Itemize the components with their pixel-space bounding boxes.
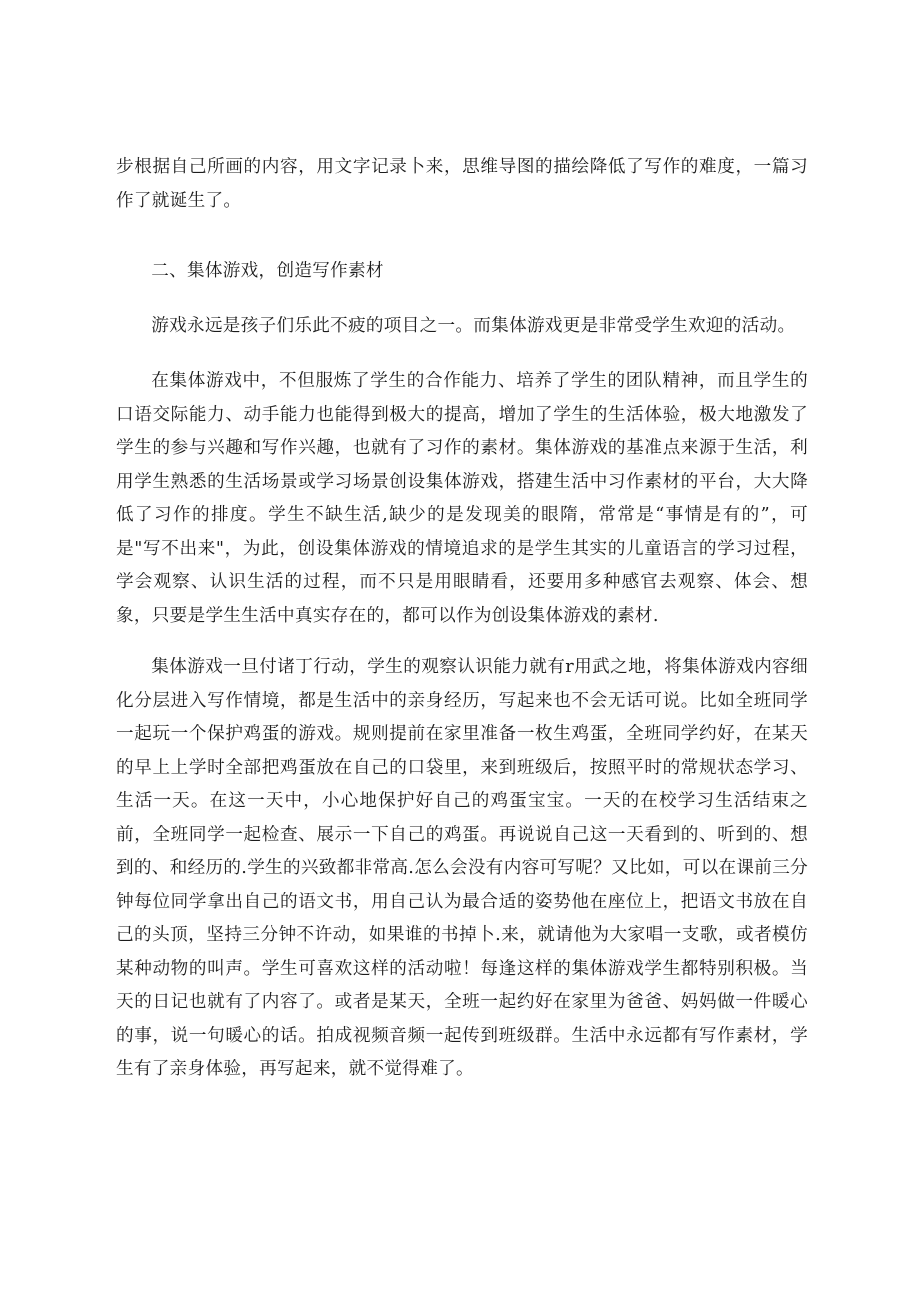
paragraph-text: 集体游戏一旦付诸丁行动，学生的观察认识能力就有r用武之地，将集体游戏内容细化分层进入写作情境，都是生活中的亲身经历，写起来也不会无话可说。比如全班同学一起玩一个保护鸡蛋的游戏。规则提前在家里准备一枚生鸡蛋，全班同学约好，在某天的早上上学时全部把鸡蛋放在自己的口袋里，来到班级后，按照平时的常规状态学习、生活一天。在这一天中，小心地保护好自己的鸡蛋宝宝。一天的在校学习生活结束之前，全班同学一起检查、展示一下自己的鸡蛋。再说说自己这一天看到的、听到的、想到的、和经历的.学生的兴致都非常高.怎么会没有内容可写呢？又比如，可以在课前三分钟每位同学拿出自己的语文书，用自己认为最合适的姿势他在座位上，把语文书放在自己的头顶，坚持三分钟不许动，如果谁的书掉卜.来，就请他为大家唱一支歌，或者模仿某种动物的叫声。学生可喜欢这样的活动啦！每逢这样的集体游戏学生都特别积极。当天的日记也就有了内容了。或者是某天，全班一起约好在家里为爸爸、妈妈做一件暖心的事，说一句暖心的话。拍成视频音频一起传到班级群。生活中永远都有写作素材，学生有了亲身体验，再写起来，就不觉得难了。 [116,657,808,1079]
paragraph-body [116,365,808,633]
paragraph-text: 在集体游戏中，不但服炼了学生的合作能力、培养了学生的团队精神，而且学生的口语交际能力、动手能力也能得到极大的提高，增加了学生的生活体验，极大地激发了学生的参与兴趣和写作兴趣，也就有了习作的素材。集体游戏的基准点来源于生活，利用学生熟悉的生活场景或学习场景创设集体游戏，搭建生活中习作素材的平台，大大降低了习作的排度。学生不缺生活,缺少的是发现美的眼隋，常常是“事情是有的”，可是"写不出来"，为此，创设集体游戏的情境追求的是学生其实的儿童语言的学习过程，学会观察、认识生活的过程，而不只是用眼睛看，还要用多种感官去观察、体会、想象，只要是学生生活中真实存在的，都可以作为创设集体游戏的素材. [116,371,808,626]
paragraph-example [116,651,808,1087]
paragraph-continuation [116,151,808,218]
paragraph-text: 游戏永远是孩子们乐此不疲的项目之一。而集体游戏更是非常受学生欢迎的活动。 [151,316,796,336]
section-heading-text: 二、集体游戏，创造写作素材 [151,261,384,281]
section-heading [116,255,808,289]
paragraph-intro [116,310,808,344]
paragraph-text: 步根据自己所画的内容，用文字记录卜来，思维导图的描绘降低了写作的难度，一篇习作了就诞生了。 [116,157,808,211]
